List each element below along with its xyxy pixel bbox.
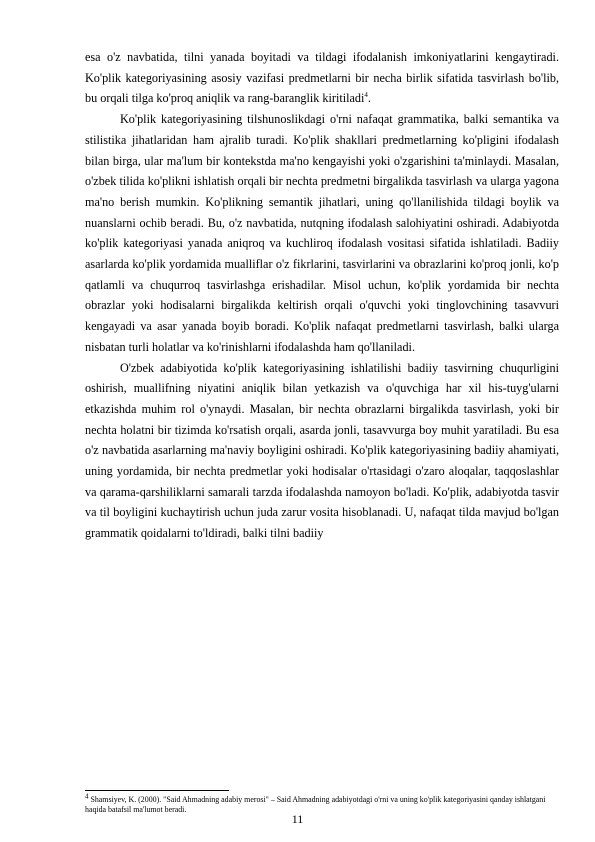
footnote-marker: 4: [85, 792, 89, 801]
footnote-text: Shamsiyev, K. (2000). "Said Ahmadning adabiy merosi" – Said Ahmadning adabiyotdagi o'rni va uning ko'plik kategoriyasini qanday ishlatgani haqida batafsil ma'lumot beradi.: [85, 795, 546, 814]
paragraph: [85, 47, 559, 109]
paragraph-text: esa o'z navbatida, tilni yanada boyitadi va tildagi ifodalanish imkoniyatlarini kengaytiradi. Ko'plik kategoriyasining asosiy vazifasi predmetlarni bir necha birlik sifatida tasvirlash bo'lib, bu orqali tilga ko'proq aniqlik va rang-baranglik kiritiladi: [85, 50, 559, 106]
paragraph-end: .: [367, 91, 371, 106]
footnote-reference[interactable]: 4: [364, 91, 368, 100]
paragraph: Ko'plik kategoriyasining tilshunoslikdagi o'rni nafaqat grammatika, balki semantika va stilistika jihatlaridan ham ajralib turadi. Ko'plik shakllari predmetlarning ko'pligini ifodalash bilan birga, ular ma'lum bir kontekstda ma'no kengayishi yoki o'zgarishini ta'minlaydi. Masalan, o'zbek tilida ko'plikni ishlatish orqali bir nechta predmetni birgalikda tasvirlash va ularga yagona ma'no berish mumkin. Ko'plikning semantik jihatlari, uning qo'llanilishida tildagi boylik va nuanslarni ochib beradi. Bu, o'z navbatida, nutqning ifodalash salohiyatini oshiradi. Adabiyotda ko'plik kategoriyasi yanada aniqroq va kuchliroq ifodalash vositasi sifatida ishlatiladi. Badiiy asarlarda ko'plik yordamida mualliflar o'z fikrlarini, tasvirlarini va obrazlarini ko'proq jonli, ko'p qatlamli va chuqurroq tasvirlashga erishadilar. Misol uchun, ko'plik yordamida bir nechta obrazlar yoki hodisalarni birgalikda keltirish orqali o'quvchi yoki tinglovchining tasavvuri kengayadi va asar yanada boyib boradi. Ko'plik nafaqat predmetlarni tasvirlash, balki ularga nisbatan turli holatlar va ko'rinishlarni ifodalashda ham qo'llaniladi.: [85, 112, 559, 354]
body-text: [85, 47, 559, 544]
footnote-divider: [85, 790, 229, 791]
page-number: 11: [291, 812, 304, 826]
paragraph: O'zbek adabiyotida ko'plik kategoriyasining ishlatilishi badiiy tasvirning chuqurligini oshirish, muallifning niyatini aniqlik bilan yetkazish va o'quvchiga har xil his-tuyg'ularni etkazishda muhim rol o'ynaydi. Masalan, bir nechta obrazlarni birgalikda tasvirlash, yoki bir nechta holatni bir tizimda ko'rsatish orqali, asarda jonli, tasavvurga boy muhit yaratiladi. Bu esa o'z navbatida asarlarning ma'naviy boyligini oshiradi. Ko'plik kategoriyasining badiiy ahamiyati, uning yordamida, bir nechta predmetlar yoki hodisalar o'rtasidagi o'zaro aloqalar, taqqoslashlar va qarama-qarshiliklarni samarali tarzda ifodalashda namoyon bo'ladi. Ko'plik, adabiyotda tasvir va til boyligini kuchaytirish uchun juda zarur vosita hisoblanadi. U, nafaqat tilda mavjud bo'lgan grammatik qoidalarni to'ldiradi, balki tilni badiiy: [85, 360, 559, 541]
